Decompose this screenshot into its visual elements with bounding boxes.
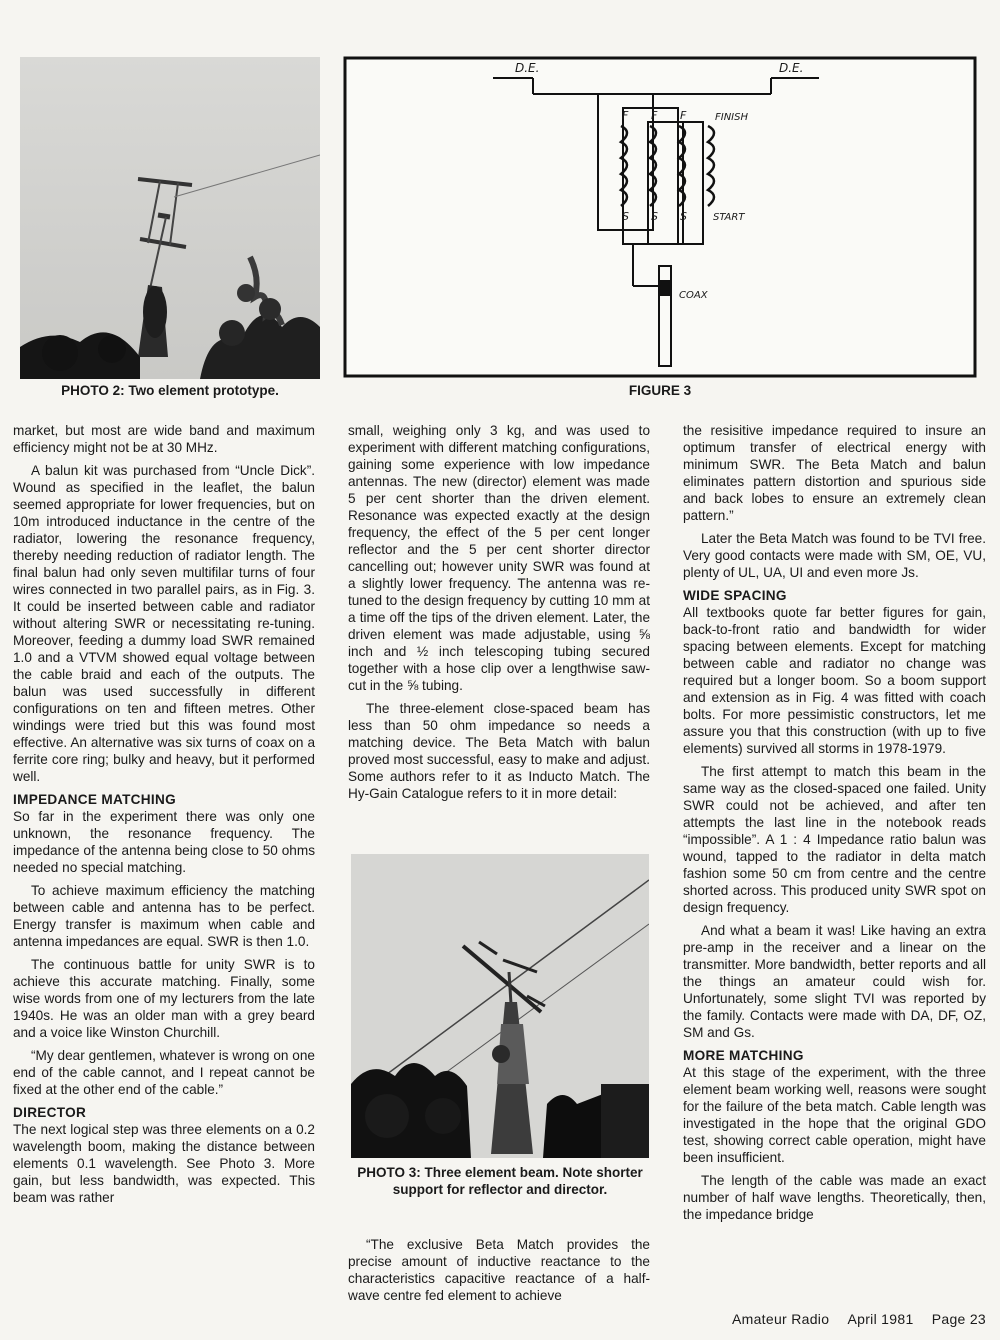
col1-paragraph: So far in the experiment there was only one unknown, the resonance frequency. The impedance of the antenna being close to 50 ohms needed no special matching. (13, 809, 315, 875)
column-2 (348, 422, 650, 808)
photo-3-caption: PHOTO 3: Three element beam. Note shorter support for reflector and director. (357, 1165, 643, 1197)
figure-3-caption: FIGURE 3 (628, 383, 692, 398)
heading-director: DIRECTOR (13, 1105, 87, 1120)
col3-paragraph: Later the Beta Match was found to be TVI free. Very good contacts were made with SM, OE, VU, plenty of UL, UA, UI and even more Js. (683, 531, 986, 580)
page-footer (718, 1311, 986, 1327)
label-f-3: F (680, 109, 687, 122)
label-start: START (713, 212, 745, 223)
label-s-2: S (651, 210, 658, 223)
col1-paragraph: “My dear gentlemen, whatever is wrong on one end of the cable cannot, and I repeat cannot be fixed at the other end of the cable.” (13, 1048, 315, 1097)
column-1 (13, 422, 315, 1212)
label-f-2: F (651, 109, 658, 122)
photo-3-image (351, 854, 649, 1158)
footer-date: April 1981 (847, 1311, 914, 1327)
col2-paragraph: small, weighing only 3 kg, and was used to experiment with different matching configurations, gaining some experience with low impedance antennas. The new (director) element was made 5 per cent shorter than the driven element. Resonance was expected exactly at the design frequency, the effect of the 5 per cent longer reflector and the 5 per cent shorter director cancelling out; however unity SWR was found at a slightly lower frequency. The antenna was re-tuned to the design frequency by cutting 10 mm at a time off the tips of the driven element. Later, the driven element was made adjustable, using ⅝ inch and ½ inch telescoping tubing secured together with a hose clip over a lengthwise saw-cut in the ⅝ tubing. (348, 423, 650, 693)
label-de-left: D.E. (515, 61, 540, 75)
col2-paragraph: “The exclusive Beta Match provides the precise amount of inductive reactance to the characteristics capacitive reactance of a half-wave centre fed element to achieve (348, 1237, 650, 1303)
col1-paragraph: To achieve maximum efficiency the matching between cable and antenna has to be perfect. Energy transfer is maximum when cable and antenna impedances are equal. SWR is then 1.0. (13, 883, 315, 949)
heading-impedance-matching: IMPEDANCE MATCHING (13, 792, 176, 807)
label-s-3: S (680, 210, 687, 223)
heading-more-matching: MORE MATCHING (683, 1048, 804, 1063)
footer-magazine: Amateur Radio (732, 1311, 830, 1327)
figure-3-diagram (343, 56, 977, 378)
label-de-right: D.E. (779, 61, 804, 75)
footer-page: Page 23 (931, 1311, 986, 1327)
col3-paragraph: At this stage of the experiment, with the three element beam working well, reasons were sought for the failure of the beta match. Cable length was investigated in the hope that the original GDO test, showing correct cable operation, might have been insufficient. (683, 1065, 986, 1165)
photo-2-image (20, 57, 320, 379)
col1-paragraph: A balun kit was purchased from “Uncle Dick”. Wound as specified in the leaflet, the balun seemed appropriate for lower frequencies, but on 10m introduced inductance in the centre of the radiator, lowering the resonance frequency, thereby needing reduction of radiator length. The final balun had only seven multifilar turns of four wires connected in two parallel pairs, as in Fig. 3. It could be inserted between cable and radiator without altering SWR or necessitating re-tuning. Moreover, feeding a dummy load SWR remained 1.0 and a VTVM showed equal voltage between the cable braid and each of the outputs. The balun was used successfully in different configurations on ten and fifteen metres. Other windings were tried but this was found most effective. An alternative was six turns of coax on a ferrite core ring; bulky and heavy, but it performed well. (13, 463, 315, 784)
col2-paragraph: The three-element close-spaced beam has less than 50 ohm impedance so needs a matching device. The Beta Match with balun proved most successful, easy to make and adjust. Some authors refer to it as Inducto Match. The Hy-Gain Catalogue refers to it in more detail: (348, 701, 650, 801)
col1-paragraph: The continuous battle for unity SWR is to achieve this accurate matching. Finally, some wise words from one of my lecturers from the late 1940s. He was an older man with a grey beard and a voice like Winston Churchill. (13, 957, 315, 1040)
label-finish: FINISH (715, 112, 748, 123)
col3-paragraph: And what a beam it was! Like having an extra pre-amp in the receiver and a linear on the transmitter. More bandwidth, better reports and all the things an amateur could wish for. Unfortunately, some slight TVI was reported by the family. Contacts were made with DA, DF, OZ, SM and Gs. (683, 923, 986, 1040)
label-f-1: F (622, 109, 629, 122)
heading-wide-spacing: WIDE SPACING (683, 588, 787, 603)
column-3 (683, 422, 986, 1229)
col3-paragraph: The length of the cable was made an exact number of half wave lengths. Theoretically, then, the impedance bridge (683, 1173, 986, 1222)
col3-paragraph: The first attempt to match this beam in the same way as the closed-spaced one failed. Unity SWR could not be achieved, and after ten attempts the last line in the notebook reads “impossible”. A 1 : 4 Impedance ratio balun was wound, tapped to the radiator in delta match fashion some 50 cm from centre and the centre shorted across. This produced unity SWR spot on design frequency. (683, 764, 986, 915)
col1-paragraph: market, but most are wide band and maximum efficiency might not be at 30 MHz. (13, 423, 315, 455)
label-coax: COAX (679, 290, 708, 301)
col3-paragraph: All textbooks quote far better figures for gain, back-to-front ratio and bandwidth for wider spacing between elements. Except for matching between cable and radiator no change was required but a longer boom. So a boom support and extension as in Fig. 4 was fitted with coach bolts. For more pessimistic constructors, let me assure you that this construction (with up to five elements) survived all storms in 1978-1979. (683, 605, 986, 756)
column-2-continued (348, 1236, 650, 1310)
col3-paragraph: the resisitive impedance required to insure an optimum transfer of electrical energy with minimum SWR. The Beta Match and balun eliminates pattern distortion and spurious side and back lobes to ensure an extremely clean pattern.” (683, 423, 986, 523)
photo-2-caption: PHOTO 2: Two element prototype. (61, 383, 279, 398)
col1-paragraph: The next logical step was three elements on a 0.2 wavelength boom, making the distance between elements 0.1 wavelength. See Photo 3. More gain, but less bandwidth, was expected. This beam was rather (13, 1122, 315, 1205)
label-s-1: S (622, 210, 629, 223)
